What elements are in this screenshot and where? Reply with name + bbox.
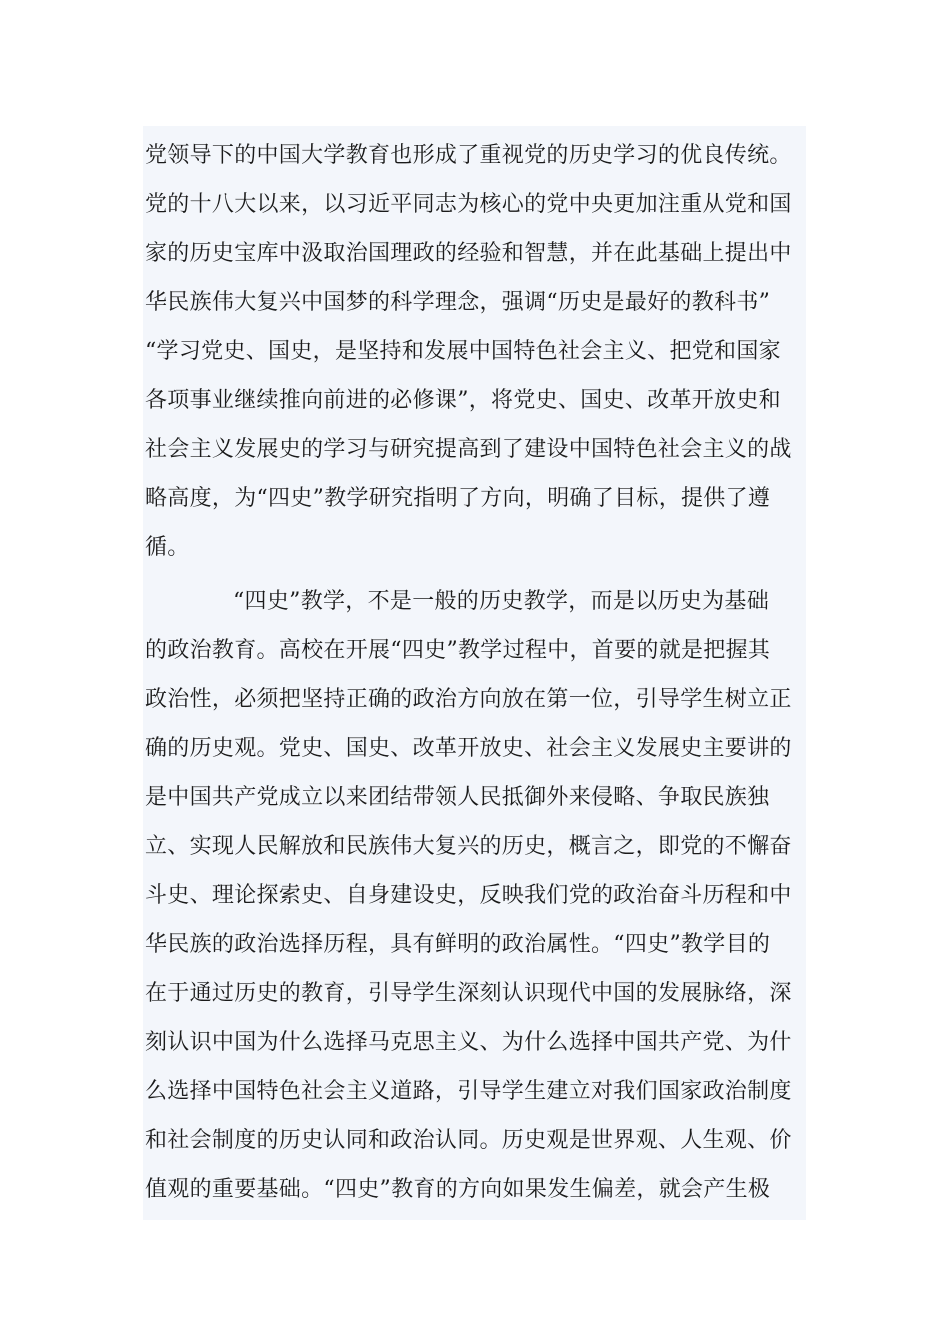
text-line: 么选择中国特色社会主义道路，引导学生建立对我们国家政治制度 — [145, 1079, 792, 1104]
text-line: 的政治教育。高校在开展“四史”教学过程中，首要的就是把握其 — [145, 638, 771, 663]
text-line: 政治性，必须把坚持正确的政治方向放在第一位，引导学生树立正 — [145, 687, 792, 712]
text-line: 略高度，为“四史”教学研究指明了方向，明确了目标，提供了遵 — [145, 486, 771, 511]
text-line: “学习党史、国史，是坚持和发展中国特色社会主义、把党和国家 — [145, 339, 781, 364]
text-line: 确的历史观。党史、国史、改革开放史、社会主义发展史主要讲的 — [145, 736, 792, 761]
text-line: 社会主义发展史的学习与研究提高到了建设中国特色社会主义的战 — [145, 437, 792, 462]
text-line: 立、实现人民解放和民族伟大复兴的历史，概言之，即党的不懈奋 — [145, 834, 792, 859]
body-text-block — [143, 126, 806, 1220]
text-line: 党的十八大以来，以习近平同志为核心的党中央更加注重从党和国 — [145, 192, 792, 217]
text-line: 是中国共产党成立以来团结带领人民抵御外来侵略、争取民族独 — [145, 785, 770, 810]
text-line: 斗史、理论探索史、自身建设史，反映我们党的政治奋斗历程和中 — [145, 883, 792, 908]
text-line: 在于通过历史的教育，引导学生深刻认识现代中国的发展脉络，深 — [145, 981, 792, 1006]
text-line: 党领导下的中国大学教育也形成了重视党的历史学习的优良传统。 — [145, 143, 792, 168]
text-line: 和社会制度的历史认同和政治认同。历史观是世界观、人生观、价 — [145, 1128, 792, 1153]
text-line: 华民族的政治选择历程，具有鲜明的政治属性。“四史”教学目的 — [145, 932, 771, 957]
paragraph-first-line: “四史”教学，不是一般的历史教学，而是以历史为基础 — [233, 589, 769, 614]
text-line: 华民族伟大复兴中国梦的科学理念，强调“历史是最好的教科书” — [145, 290, 771, 315]
text-line: 值观的重要基础。“四史”教育的方向如果发生偏差，就会产生极 — [145, 1177, 771, 1202]
text-line: 各项事业继续推向前进的必修课”，将党史、国史、改革开放史和 — [145, 388, 781, 413]
text-line: 刻认识中国为什么选择马克思主义、为什么选择中国共产党、为什 — [145, 1030, 792, 1055]
text-line: 家的历史宝库中汲取治国理政的经验和智慧，并在此基础上提出中 — [145, 241, 792, 266]
text-line: 循。 — [145, 535, 190, 560]
